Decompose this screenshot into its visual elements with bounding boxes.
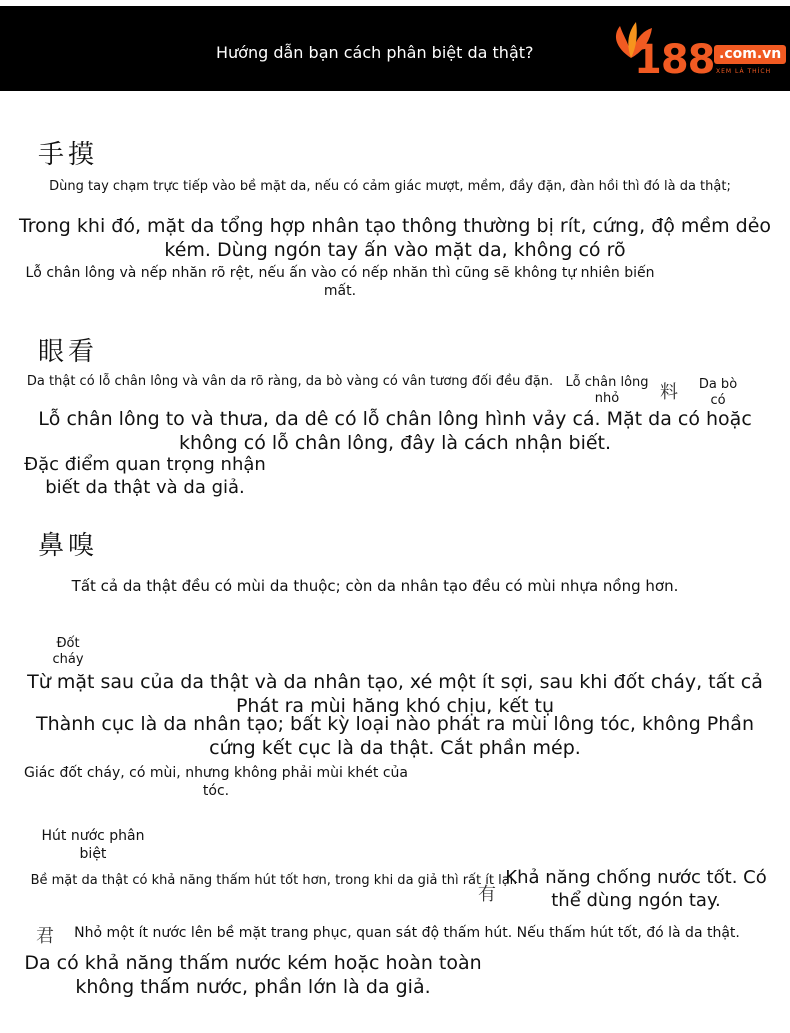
touch-heading: 手摸 (38, 140, 99, 170)
glyph-image-1: 料 (660, 382, 678, 403)
water-line-1: Bề mặt da thật có khả năng thấm hút tốt hơn, trong khi da giả thì rất ít lại. (30, 873, 518, 888)
page-title: Hướng dẫn bạn cách phân biệt da thật? (216, 43, 534, 62)
burn-line-3: Giác đốt cháy, có mùi, nhưng không phải mùi khét của tóc. (23, 765, 408, 799)
look-line-2: Lỗ chân lông to và thưa, da dê có lỗ chân lông hình vảy cá. Mặt da có hoặc không có lỗ chân lông, đây là cách nhận biết. (38, 408, 752, 454)
water-line-3: Nhỏ một ít nước lên bề mặt trang phục, quan sát độ thấm hút. Nếu thấm hút tốt, đó là da thật. (74, 925, 740, 941)
look-heading: 眼看 (38, 337, 99, 367)
look-line-3: Đặc điểm quan trọng nhận biết da thật và da giả. (24, 454, 266, 498)
glyph-image-3: 君 (36, 926, 54, 947)
logo-number: 188 (634, 37, 715, 83)
water-line-4: Da có khả năng thấm nước kém hoặc hoàn toàn không thấm nước, phần lớn là da giả. (24, 952, 482, 998)
water-label: Hút nước phân biệt (41, 828, 145, 862)
page-header (0, 6, 790, 91)
burn-line-1: Từ mặt sau của da thật và da nhân tạo, xé một ít sợi, sau khi đốt cháy, tất cả Phát ra mùi hăng khó chịu, kết tụ (27, 671, 763, 717)
glyph-image-2: 有 (478, 884, 496, 905)
burn-line-2: Thành cục là da nhân tạo; bất kỳ loại nào phát ra mùi lông tóc, không Phần cứng kết cục là da thật. Cắt phần mép. (36, 713, 754, 759)
touch-line-1: Dùng tay chạm trực tiếp vào bề mặt da, nếu có cảm giác mượt, mềm, đầy đặn, đàn hồi thì đó là da thật; (49, 179, 731, 194)
logo-tagline: XEM LÀ THÍCH (716, 68, 772, 75)
site-logo[interactable] (606, 18, 786, 90)
water-line-2: Khả năng chống nước tốt. Có thể dùng ngón tay. (505, 867, 767, 911)
smell-heading: 鼻嗅 (38, 531, 99, 561)
touch-line-3: Lỗ chân lông và nếp nhăn rõ rệt, nếu ấn vào có nếp nhăn thì cũng sẽ không tự nhiên biến mất. (25, 265, 655, 299)
look-line-1: Da thật có lỗ chân lông và vân da rõ ràng, da bò vàng có vân tương đối đều đặn. (26, 374, 554, 389)
logo-domain: .com.vn (714, 45, 786, 64)
look-tag-2: Da bò có (698, 377, 738, 409)
burn-label: Đốt cháy (52, 636, 84, 668)
smell-line-1: Tất cả da thật đều có mùi da thuộc; còn da nhân tạo đều có mùi nhựa nồng hơn. (71, 577, 679, 595)
look-tag-1: Lỗ chân lông nhỏ (565, 375, 649, 407)
touch-line-2: Trong khi đó, mặt da tổng hợp nhân tạo thông thường bị rít, cứng, độ mềm dẻo kém. Dùng ngón tay ấn vào mặt da, không có rõ (18, 215, 772, 261)
